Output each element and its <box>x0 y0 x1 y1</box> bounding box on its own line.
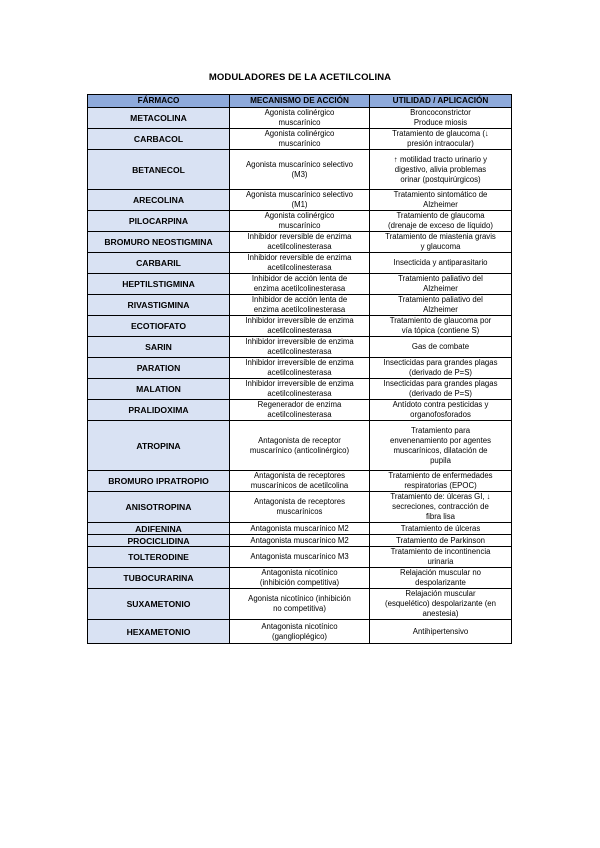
drug-cell: TUBOCURARINA <box>88 568 230 589</box>
mechanism-line: muscarínico <box>278 118 321 127</box>
mechanism-line: (inhibición competitiva) <box>259 578 340 587</box>
use-cell <box>370 535 512 547</box>
table-row <box>88 337 512 358</box>
use-cell <box>370 400 512 421</box>
mechanism-line: Antagonista nicotínico <box>261 621 338 631</box>
header-drug: FÁRMACO <box>88 95 230 108</box>
table-header-row <box>88 95 512 108</box>
mechanism-line: muscarínico (anticolinérgico) <box>249 445 350 455</box>
use-line: Tratamiento paliativo del <box>398 295 483 304</box>
mechanism-cell <box>230 400 370 421</box>
table-row <box>88 379 512 400</box>
drug-cell: CARBARIL <box>88 253 230 274</box>
mechanism-line: acetilcolinesterasa <box>267 242 332 251</box>
table-row <box>88 150 512 190</box>
mechanism-cell <box>230 379 370 400</box>
use-line: orinar (postquirúrgicos) <box>400 174 481 184</box>
use-line: Tratamiento de Parkinson <box>396 535 485 545</box>
mechanism-cell <box>230 547 370 568</box>
use-cell <box>370 211 512 232</box>
mechanism-cell <box>230 295 370 316</box>
mechanism-cell <box>230 232 370 253</box>
drug-cell: PILOCARPINA <box>88 211 230 232</box>
mechanism-cell <box>230 535 370 547</box>
use-line: Alzheimer <box>423 284 458 293</box>
use-line: Insecticida y antiparasitario <box>393 258 488 267</box>
drug-cell: CARBACOL <box>88 129 230 150</box>
use-cell <box>370 358 512 379</box>
use-line: fibra lisa <box>425 512 456 521</box>
use-cell <box>370 523 512 535</box>
mechanism-line: muscarínico <box>278 221 321 230</box>
mechanism-cell <box>230 421 370 471</box>
mechanism-cell <box>230 253 370 274</box>
use-cell <box>370 568 512 589</box>
mechanism-line: Agonista colinérgico <box>264 211 335 220</box>
use-line: Insecticidas para grandes plagas <box>383 379 498 388</box>
use-line: pupila <box>430 455 451 465</box>
mechanism-line: Inhibidor irreversible de enzima <box>245 358 354 367</box>
use-line: organofosforados <box>410 410 471 419</box>
use-line: Tratamiento de glaucoma <box>396 211 485 220</box>
drug-cell: BROMURO NEOSTIGMINA <box>88 232 230 253</box>
use-line: Tratamiento de glaucoma (↓ <box>392 129 489 138</box>
mechanism-line: acetilcolinesterasa <box>267 326 332 335</box>
use-cell <box>370 589 512 620</box>
drug-cell: ARECOLINA <box>88 190 230 211</box>
mechanism-cell <box>230 316 370 337</box>
mechanism-cell <box>230 274 370 295</box>
drug-cell: METACOLINA <box>88 108 230 129</box>
mechanism-cell <box>230 620 370 644</box>
use-cell <box>370 274 512 295</box>
drug-cell: PROCICLIDINA <box>88 535 230 547</box>
table-row <box>88 523 512 535</box>
table-row <box>88 589 512 620</box>
drug-cell: BROMURO IPRATROPIO <box>88 471 230 492</box>
table-row <box>88 620 512 644</box>
use-line: Antihipertensivo <box>412 626 469 636</box>
use-line: urinaria <box>427 557 454 566</box>
use-line: Tratamiento de úlceras <box>400 523 481 533</box>
drug-cell: TOLTERODINE <box>88 547 230 568</box>
table-row <box>88 232 512 253</box>
mechanism-line: acetilcolinesterasa <box>267 347 332 356</box>
use-cell <box>370 190 512 211</box>
drug-cell: PARATION <box>88 358 230 379</box>
drug-cell: HEPTILSTIGMINA <box>88 274 230 295</box>
mechanism-cell <box>230 471 370 492</box>
use-line: Tratamiento de glaucoma por <box>389 316 492 325</box>
mechanism-line: Inhibidor irreversible de enzima <box>245 337 354 346</box>
use-cell <box>370 108 512 129</box>
mechanism-cell <box>230 211 370 232</box>
mechanism-cell <box>230 358 370 379</box>
table-row <box>88 274 512 295</box>
drug-cell: ECOTIOFATO <box>88 316 230 337</box>
mechanism-line: Antagonista de receptores <box>253 471 346 480</box>
table-row <box>88 535 512 547</box>
use-cell <box>370 316 512 337</box>
use-cell <box>370 492 512 523</box>
use-line: (esquelético) despolarizante (en <box>385 599 496 608</box>
mechanism-line: (M1) <box>291 200 308 209</box>
page-title: MODULADORES DE LA ACETILCOLINA <box>208 72 392 83</box>
use-line: Tratamiento de enfermedades <box>388 471 493 480</box>
drug-cell: RIVASTIGMINA <box>88 295 230 316</box>
table-row <box>88 471 512 492</box>
mechanism-line: Inhibidor irreversible de enzima <box>245 379 354 388</box>
use-line: despolarizante <box>415 578 466 587</box>
header-use: UTILIDAD / APLICACIÓN <box>370 95 512 108</box>
use-cell <box>370 295 512 316</box>
mechanism-line: Agonista nicotínico (inhibición <box>248 594 351 603</box>
use-line: Antídoto contra pesticidas y <box>392 400 489 409</box>
acetylcholine-modulators-table <box>87 94 512 644</box>
mechanism-line: muscarínico <box>278 139 321 148</box>
use-line: Relajación muscular no <box>399 568 482 577</box>
table-row <box>88 108 512 129</box>
table-row <box>88 253 512 274</box>
mechanism-line: Antagonista muscarínico M2 <box>250 523 349 533</box>
table-row <box>88 211 512 232</box>
use-line: Tratamiento de: úlceras GI, ↓ <box>390 492 491 501</box>
use-cell <box>370 253 512 274</box>
use-cell <box>370 421 512 471</box>
use-line: Alzheimer <box>423 305 458 314</box>
use-cell <box>370 337 512 358</box>
table-row <box>88 190 512 211</box>
use-cell <box>370 379 512 400</box>
mechanism-cell <box>230 568 370 589</box>
use-line: anestesia) <box>422 609 459 618</box>
use-line: ↑ motilidad tracto urinario y <box>393 154 488 164</box>
drug-cell: PRALIDOXIMA <box>88 400 230 421</box>
mechanism-line: Regenerador de enzima <box>257 400 342 409</box>
mechanism-line: Agonista muscarínico selectivo <box>245 190 354 199</box>
mechanism-line: Antagonista nicotínico <box>261 568 338 577</box>
mechanism-line: Inhibidor irreversible de enzima <box>245 316 354 325</box>
drug-cell: MALATION <box>88 379 230 400</box>
table-row <box>88 421 512 471</box>
mechanism-line: (ganglioplégico) <box>271 631 328 641</box>
use-line: vía tópica (contiene S) <box>401 326 480 335</box>
mechanism-line: Agonista muscarínico selectivo <box>245 159 354 169</box>
drug-cell: ATROPINA <box>88 421 230 471</box>
use-cell <box>370 471 512 492</box>
mechanism-line: (M3) <box>291 169 308 179</box>
mechanism-line: acetilcolinesterasa <box>267 368 332 377</box>
mechanism-cell <box>230 150 370 190</box>
use-line: (drenaje de exceso de líquido) <box>388 221 493 230</box>
use-line: digestivo, alivia problemas <box>394 164 487 174</box>
use-cell <box>370 129 512 150</box>
use-line: y glaucoma <box>420 242 461 251</box>
mechanism-cell <box>230 589 370 620</box>
use-cell <box>370 547 512 568</box>
table-row <box>88 129 512 150</box>
drug-cell: BETANECOL <box>88 150 230 190</box>
use-line: (derivado de P=S) <box>408 389 473 398</box>
drug-cell: SUXAMETONIO <box>88 589 230 620</box>
mechanism-cell <box>230 337 370 358</box>
table-row <box>88 316 512 337</box>
use-line: Insecticidas para grandes plagas <box>383 358 498 367</box>
use-line: presión intraocular) <box>407 139 474 148</box>
mechanism-line: Inhibidor reversible de enzima <box>247 232 352 241</box>
use-line: Tratamiento de miastenia gravis <box>385 232 496 241</box>
use-line: Tratamiento para <box>410 425 471 435</box>
use-line: Tratamiento de incontinencia <box>390 547 491 556</box>
table-row <box>88 568 512 589</box>
drug-cell: ADIFENINA <box>88 523 230 535</box>
use-line: Produce miosis <box>413 118 468 127</box>
mechanism-line: Antagonista de receptores <box>253 497 346 506</box>
table-row <box>88 547 512 568</box>
mechanism-line: no competitiva) <box>273 604 326 613</box>
use-line: (derivado de P=S) <box>408 368 473 377</box>
use-line: secreciones, contracción de <box>392 502 489 511</box>
mechanism-line: Agonista colinérgico <box>264 108 335 117</box>
drug-cell: SARIN <box>88 337 230 358</box>
drug-cell: HEXAMETONIO <box>88 620 230 644</box>
use-cell <box>370 150 512 190</box>
table-row <box>88 358 512 379</box>
use-line: Alzheimer <box>423 200 458 209</box>
use-line: Relajación muscular <box>405 589 476 598</box>
mechanism-line: Inhibidor reversible de enzima <box>247 253 352 262</box>
mechanism-line: Inhibidor de acción lenta de <box>251 274 348 283</box>
use-line: respiratorias (EPOC) <box>404 481 477 490</box>
mechanism-line: enzima acetilcolinesterasa <box>253 305 346 314</box>
mechanism-cell <box>230 108 370 129</box>
use-line: muscarínicos, dilatación de <box>393 445 488 455</box>
use-line: envenenamiento por agentes <box>389 435 491 445</box>
mechanism-cell <box>230 492 370 523</box>
table-row <box>88 400 512 421</box>
header-mechanism: MECANISMO DE ACCIÓN <box>230 95 370 108</box>
mechanism-line: muscarínicos de acetilcolina <box>250 481 349 490</box>
use-line: Tratamiento paliativo del <box>398 274 483 283</box>
table-row <box>88 295 512 316</box>
use-cell <box>370 620 512 644</box>
use-line: Broncoconstrictor <box>410 108 471 117</box>
mechanism-cell <box>230 129 370 150</box>
mechanism-cell <box>230 523 370 535</box>
mechanism-line: Antagonista muscarínico M2 <box>250 535 349 545</box>
mechanism-line: acetilcolinesterasa <box>267 389 332 398</box>
mechanism-line: Antagonista muscarínico M3 <box>250 552 349 561</box>
mechanism-line: Agonista colinérgico <box>264 129 335 138</box>
mechanism-line: enzima acetilcolinesterasa <box>253 284 346 293</box>
mechanism-line: Inhibidor de acción lenta de <box>251 295 348 304</box>
table-row <box>88 492 512 523</box>
use-cell <box>370 232 512 253</box>
use-line: Gas de combate <box>411 342 470 351</box>
use-line: Tratamiento sintomático de <box>393 190 488 199</box>
drug-cell: ANISOTROPINA <box>88 492 230 523</box>
mechanism-cell <box>230 190 370 211</box>
mechanism-line: acetilcolinesterasa <box>267 410 332 419</box>
mechanism-line: acetilcolinesterasa <box>267 263 332 272</box>
mechanism-line: Antagonista de receptor <box>258 435 341 445</box>
mechanism-line: muscarínicos <box>276 507 323 516</box>
